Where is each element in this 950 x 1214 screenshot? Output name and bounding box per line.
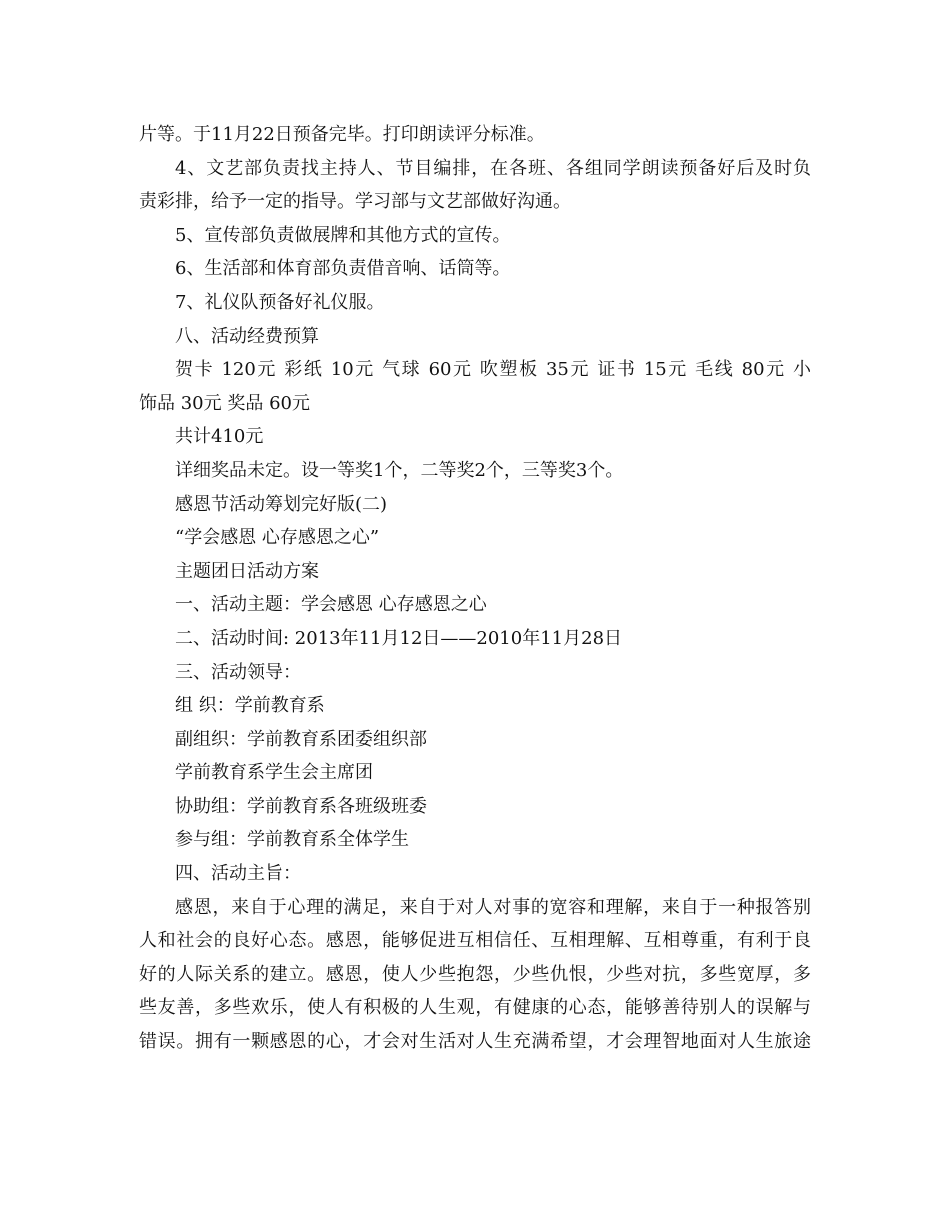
text-line: 共计410元: [175, 426, 264, 448]
text-line: 好的人际关系的建立。感恩，使人少些抱怨，少些仇恨，少些对抗，多些宽厚，多: [139, 963, 811, 985]
text-line: 7、礼仪队预备好礼仪服。: [175, 291, 385, 313]
text-line: 协助组：学前教育系各班级班委: [175, 795, 427, 817]
text-line: “学会感恩 心存感恩之心”: [175, 527, 380, 549]
text-line: 片等。于11月22日预备完毕。打印朗读评分标准。: [139, 124, 545, 145]
text-line: 副组织：学前教育系团委组织部: [175, 728, 427, 750]
text-line: 责彩排，给予一定的指导。学习部与文艺部做好沟通。: [139, 191, 571, 213]
text-line: 三、活动领导：: [175, 661, 301, 683]
text-line: 错误。拥有一颗感恩的心，才会对生活对人生充满希望，才会理智地面对人生旅途: [139, 1031, 811, 1053]
text-line: 详细奖品未定。设一等奖1个，二等奖2个，三等奖3个。: [175, 459, 624, 481]
text-line: 学前教育系学生会主席团: [175, 762, 373, 784]
text-line: 贺卡 120元 彩纸 10元 气球 60元 吹塑板 35元 证书 15元 毛线 80元 小: [175, 359, 811, 381]
text-line: 人和社会的良好心态。感恩，能够促进互相信任、互相理解、互相尊重，有利于良: [139, 930, 811, 952]
text-line: 5、宣传部负责做展牌和其他方式的宣传。: [175, 224, 511, 246]
text-line: 二、活动时间: 2013年11月12日——2010年11月28日: [175, 627, 623, 649]
text-line: 一、活动主题：学会感恩 心存感恩之心: [175, 594, 487, 616]
text-line: 参与组：学前教育系全体学生: [175, 829, 409, 851]
text-line: 些友善，多些欢乐，使人有积极的人生观，有健康的心态，能够善待别人的误解与: [139, 997, 811, 1019]
text-line: 饰品 30元 奖品 60元: [139, 392, 310, 414]
text-line: 四、活动主旨：: [175, 863, 301, 885]
document-body: [139, 118, 811, 1059]
text-line: 主题团日活动方案: [175, 560, 319, 582]
text-line: 6、生活部和体育部负责借音响、话筒等。: [175, 258, 511, 280]
text-line: 感恩节活动筹划完好版(二): [175, 493, 388, 515]
text-line: 4、文艺部负责找主持人、节目编排，在各班、各组同学朗读预备好后及时负: [175, 157, 811, 179]
text-line: 感恩，来自于心理的满足，来自于对人对事的宽容和理解，来自于一种报答别: [175, 896, 811, 918]
text-line: 组 织：学前教育系: [175, 695, 325, 717]
text-line: 八、活动经费预算: [175, 325, 319, 347]
